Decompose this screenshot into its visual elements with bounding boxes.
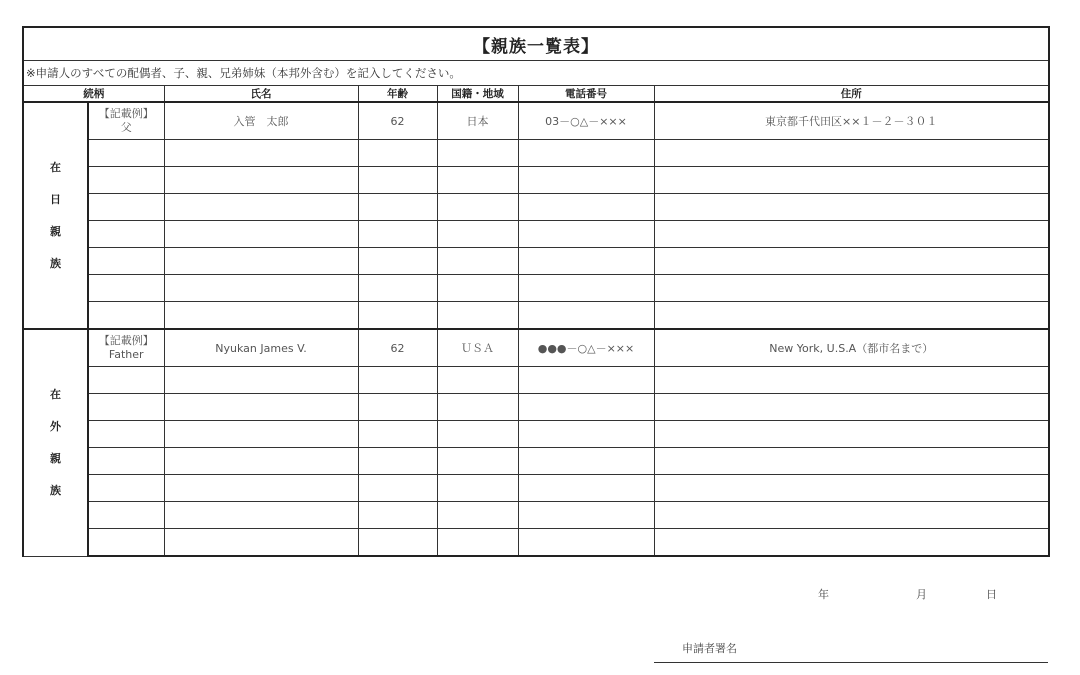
age-input[interactable] <box>358 367 437 394</box>
name-input[interactable] <box>164 194 358 221</box>
nationality-input[interactable] <box>437 302 518 330</box>
phone-input[interactable] <box>518 502 654 529</box>
instruction-note: ※申請人のすべての配偶者、子、親、兄弟姉妹（本邦外含む）を記入してください。 <box>23 61 1049 86</box>
age-input[interactable] <box>358 221 437 248</box>
name-input[interactable] <box>164 475 358 502</box>
name-input[interactable] <box>164 302 358 330</box>
example-relation-cell: 【記載例】 Father <box>88 329 164 367</box>
nationality-input[interactable] <box>437 248 518 275</box>
header-relation: 続柄 <box>23 86 164 103</box>
phone-input[interactable] <box>518 167 654 194</box>
example-address-cell: 東京都千代田区××１－２－３０１ <box>654 102 1049 140</box>
nationality-input[interactable] <box>437 167 518 194</box>
month-label: 月 <box>916 588 927 601</box>
age-input[interactable] <box>358 248 437 275</box>
relation-input[interactable] <box>88 302 164 330</box>
header-name: 氏名 <box>164 86 358 103</box>
name-input[interactable] <box>164 529 358 557</box>
form-title: 【親族一覧表】 <box>23 27 1049 61</box>
signature-line[interactable] <box>654 662 1048 663</box>
relation-input[interactable] <box>88 248 164 275</box>
nationality-input[interactable] <box>437 140 518 167</box>
address-input[interactable] <box>654 248 1049 275</box>
age-input[interactable] <box>358 194 437 221</box>
address-input[interactable] <box>654 194 1049 221</box>
relatives-table <box>22 26 1050 557</box>
header-nationality: 国籍・地域 <box>437 86 518 103</box>
header-age: 年齢 <box>358 86 437 103</box>
nationality-input[interactable] <box>437 448 518 475</box>
name-input[interactable] <box>164 275 358 302</box>
signature-label: 申請者署名 <box>682 642 737 655</box>
age-input[interactable] <box>358 529 437 557</box>
year-label: 年 <box>818 588 829 601</box>
name-input[interactable] <box>164 167 358 194</box>
address-input[interactable] <box>654 529 1049 557</box>
relation-input[interactable] <box>88 221 164 248</box>
phone-input[interactable] <box>518 475 654 502</box>
age-input[interactable] <box>358 475 437 502</box>
phone-input[interactable] <box>518 275 654 302</box>
nationality-input[interactable] <box>437 394 518 421</box>
example-age-cell: 62 <box>358 102 437 140</box>
nationality-input[interactable] <box>437 475 518 502</box>
age-input[interactable] <box>358 167 437 194</box>
age-input[interactable] <box>358 140 437 167</box>
group-label-domestic: 在 日 親 族 <box>23 102 88 329</box>
example-name-cell: 入管 太郎 <box>164 102 358 140</box>
address-input[interactable] <box>654 367 1049 394</box>
nationality-input[interactable] <box>437 529 518 557</box>
name-input[interactable] <box>164 502 358 529</box>
example-age-cell: 62 <box>358 329 437 367</box>
nationality-input[interactable] <box>437 194 518 221</box>
example-name-cell: Nyukan James V. <box>164 329 358 367</box>
address-input[interactable] <box>654 140 1049 167</box>
address-input[interactable] <box>654 502 1049 529</box>
phone-input[interactable] <box>518 421 654 448</box>
age-input[interactable] <box>358 421 437 448</box>
phone-input[interactable] <box>518 302 654 330</box>
address-input[interactable] <box>654 167 1049 194</box>
nationality-input[interactable] <box>437 367 518 394</box>
address-input[interactable] <box>654 302 1049 330</box>
example-nationality-cell: 日本 <box>437 102 518 140</box>
age-input[interactable] <box>358 502 437 529</box>
example-address-cell: New York, U.S.A（都市名まで） <box>654 329 1049 367</box>
name-input[interactable] <box>164 248 358 275</box>
phone-input[interactable] <box>518 221 654 248</box>
relation-input[interactable] <box>88 140 164 167</box>
date-fields[interactable] <box>780 586 1020 606</box>
header-phone: 電話番号 <box>518 86 654 103</box>
phone-input[interactable] <box>518 140 654 167</box>
day-label: 日 <box>986 588 997 601</box>
age-input[interactable] <box>358 275 437 302</box>
example-phone-cell: 03－○△－××× <box>518 102 654 140</box>
nationality-input[interactable] <box>437 221 518 248</box>
name-input[interactable] <box>164 421 358 448</box>
age-input[interactable] <box>358 448 437 475</box>
nationality-input[interactable] <box>437 421 518 448</box>
relation-input[interactable] <box>88 167 164 194</box>
nationality-input[interactable] <box>437 275 518 302</box>
example-phone-cell: ●●●－○△－××× <box>518 329 654 367</box>
example-nationality-cell: ＵＳＡ <box>437 329 518 367</box>
phone-input[interactable] <box>518 394 654 421</box>
address-input[interactable] <box>654 421 1049 448</box>
address-input[interactable] <box>654 394 1049 421</box>
phone-input[interactable] <box>518 248 654 275</box>
address-input[interactable] <box>654 475 1049 502</box>
example-relation-cell: 【記載例】 父 <box>88 102 164 140</box>
relation-input[interactable] <box>88 367 164 394</box>
relation-input[interactable] <box>88 194 164 221</box>
address-input[interactable] <box>654 275 1049 302</box>
age-input[interactable] <box>358 394 437 421</box>
nationality-input[interactable] <box>437 502 518 529</box>
address-input[interactable] <box>654 221 1049 248</box>
name-input[interactable] <box>164 367 358 394</box>
age-input[interactable] <box>358 302 437 330</box>
name-input[interactable] <box>164 448 358 475</box>
address-input[interactable] <box>654 448 1049 475</box>
phone-input[interactable] <box>518 448 654 475</box>
relation-input[interactable] <box>88 448 164 475</box>
relation-input[interactable] <box>88 475 164 502</box>
phone-input[interactable] <box>518 529 654 557</box>
phone-input[interactable] <box>518 367 654 394</box>
relation-input[interactable] <box>88 421 164 448</box>
phone-input[interactable] <box>518 194 654 221</box>
name-input[interactable] <box>164 394 358 421</box>
group-label-overseas: 在 外 親 族 <box>23 329 88 556</box>
relation-input[interactable] <box>88 275 164 302</box>
relation-input[interactable] <box>88 502 164 529</box>
relation-input[interactable] <box>88 529 164 557</box>
name-input[interactable] <box>164 140 358 167</box>
relation-input[interactable] <box>88 394 164 421</box>
name-input[interactable] <box>164 221 358 248</box>
header-address: 住所 <box>654 86 1049 103</box>
